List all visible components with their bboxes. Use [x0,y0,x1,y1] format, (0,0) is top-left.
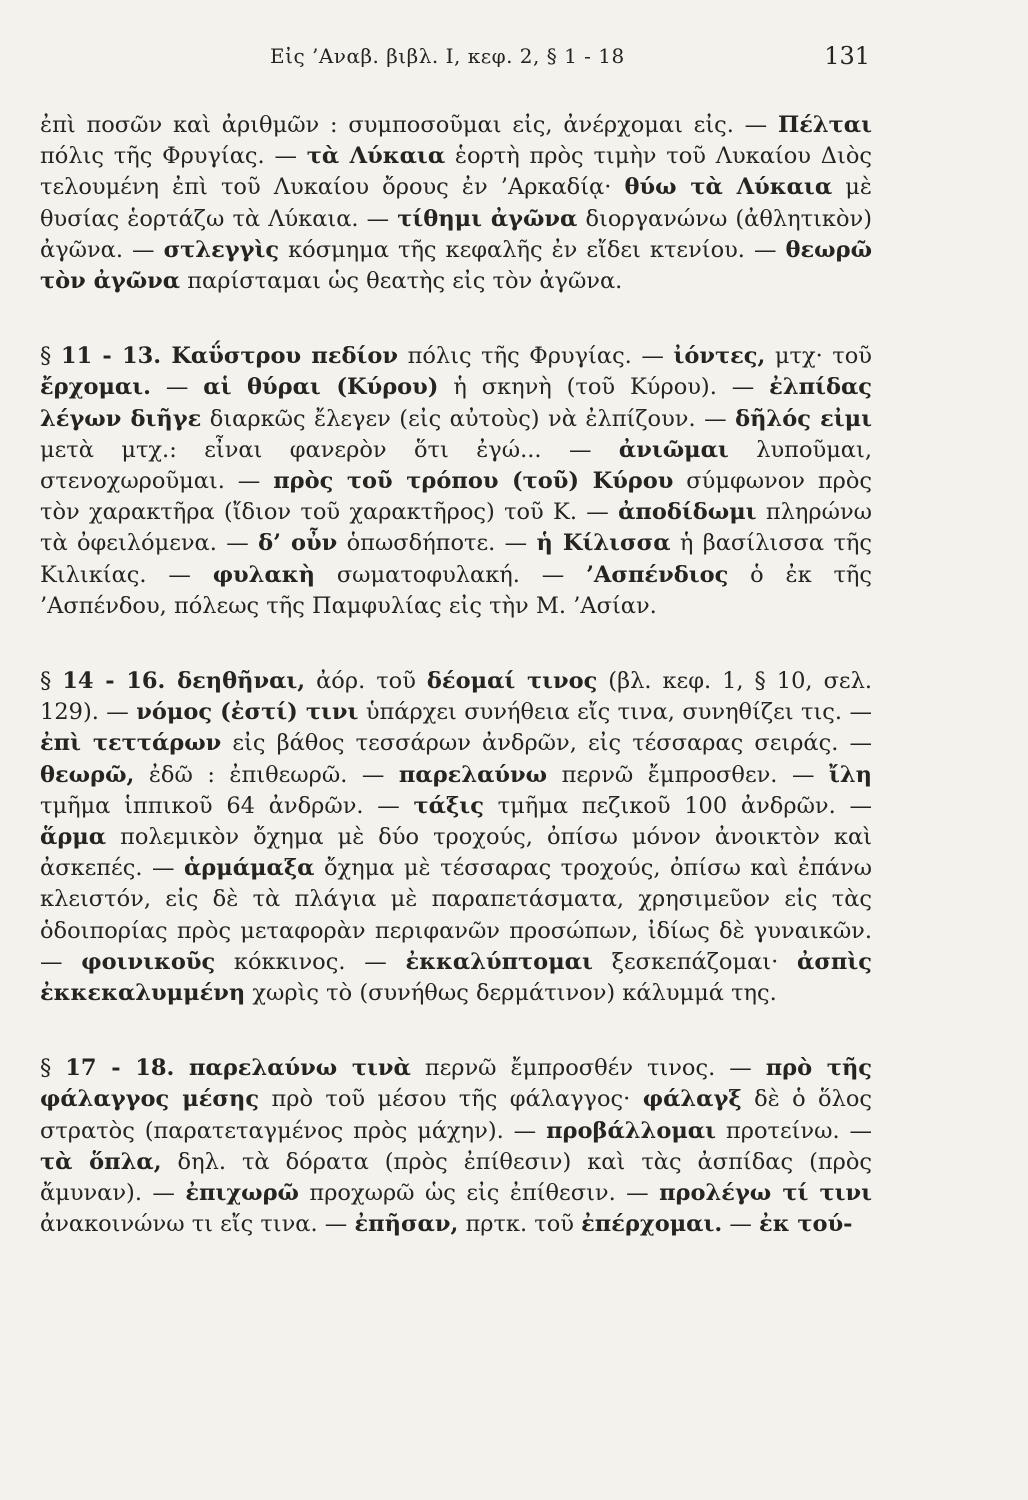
headword: ἀποδίδωμι [618,499,757,526]
headword: ἐλπίδας λέγων διῆγε [40,374,872,432]
headword: ἐκκαλύπτομαι [405,948,593,975]
gloss-text: μτχ· τοῦ [765,343,872,370]
headword: νόμος (ἐστί) τινι [136,699,359,726]
headword: θεωρῶ, [40,761,135,788]
gloss-text: § [40,1055,66,1082]
headword: θύω τὰ Λύκαια [624,174,833,201]
headword: προλέγω τί τινι [659,1180,872,1207]
gloss-text: εἰς βάθος τεσσάρων ἀνδρῶν, εἰς τέσσαρας σειράς. — [221,730,872,757]
gloss-text: δὲ ὁ ὅλος στρατὸς (παρατεταγμένος πρὸς μάχην). — [40,1086,873,1144]
headword: παρελαύνω [398,761,548,788]
gloss-text: λυποῦμαι, στενοχωροῦμαι. — [40,436,872,495]
gloss-text: — [722,1211,760,1238]
gloss-text: πρτκ. τοῦ [458,1211,582,1238]
gloss-text: κόκκινος. — [215,948,406,975]
gloss-text: μετὰ μτχ.: εἶναι φανερὸν ὅτι ἐγώ... — [40,436,619,463]
headword: τὰ ὅπλα, [40,1148,162,1175]
headword: ἡ Κίλισσα [536,530,671,557]
headword: αἱ θύραι (Κύρου) [203,374,439,401]
gloss-text: § [40,668,63,695]
gloss-text: ξεσκεπάζομαι· [592,948,798,975]
gloss-text: ὁπωσδήποτε. — [337,530,537,557]
gloss-text: διοργανώνω (ἀθλητικὸν) ἀγῶνα. — [40,205,872,263]
headword: τίθημι ἀγῶνα [397,205,578,232]
gloss-text: περνῶ ἔμπροσθεν. — [547,761,829,788]
headword: 14 - 16. δεηθῆναι, [62,668,306,695]
gloss-text: δηλ. τὰ δόρατα (πρὸς ἐπίθεσιν) καὶ τὰς ἀσπίδας (πρὸς ἄμυναν). — [40,1148,873,1207]
gloss-text: μὲ θυσίας ἑορτάζω τὰ Λύκαια. — [40,174,872,232]
gloss-text: διαρκῶς ἔλεγεν (εἰς αὐτοὺς) νὰ ἐλπίζουν. — [201,405,736,432]
gloss-text: ἐπὶ ποσῶν καὶ ἀριθμῶν : συμποσοῦμαι εἰς, ἀνέρχομαι εἰς. — [40,112,778,138]
headword: ἅρμα [40,824,107,851]
headword: φοινικοῦς [81,948,216,975]
headword: δέομαί τινος [426,668,598,695]
gloss-text: πληρώνω τὰ ὀφειλόμενα. — [40,499,873,557]
gloss-text: τμῆμα πεζικοῦ 100 ἀνδρῶν. — [483,792,872,819]
headword: ἀνιῶμαι [618,436,729,463]
headword: στλεγγὶς [163,236,280,263]
gloss-text: ἡ σκηνὴ (τοῦ Κύρου). — [438,374,770,401]
gloss-text: πρὸ τοῦ μέσου τῆς φάλαγγος· [259,1086,643,1113]
gloss-text: ἡ βασίλισσα τῆς Κιλικίας. — [40,530,872,588]
headword: δῆλός εἰμι [735,405,872,432]
paragraph-section-14-16 [40,666,872,1009]
headword: ἀσπὶς ἐκκεκαλυμμένη [40,948,872,1007]
headword: ἔρχομαι. [40,374,151,401]
gloss-text: τμῆμα ἱππικοῦ 64 ἀνδρῶν. — [40,792,414,819]
paragraph-section-17-18 [40,1053,872,1240]
headword: πρὸ τῆς φάλαγγος μέσης [40,1055,873,1113]
headword: ἰόντες, [673,343,766,370]
headword: ἐκ τού- [759,1211,853,1238]
gloss-text: σωματοφυλακή. — [315,561,587,588]
headword: τὰ Λύκαια [306,143,446,170]
headword: 17 - 18. παρελαύνω τινὰ [65,1055,411,1082]
running-head: Εἰς ’Αναβ. βιβλ. Ι, κεφ. 2, § 1 - 18 [270,44,625,68]
headword: πρὸς τοῦ τρόπου (τοῦ) Κύρου [273,468,674,495]
gloss-text: πόλις τῆς Φρυγίας. — [40,143,307,170]
gloss-text: ὑπάρχει συνήθεια εἴς τινα, συνηθίζει τις. — [358,699,872,726]
headword: φυλακὴ [212,561,315,588]
gloss-text: προχωρῶ ὡς εἰς ἐπίθεσιν. — [298,1180,660,1207]
headword: φάλαγξ [642,1086,742,1113]
headword: τάξις [413,792,484,819]
paragraph-section-11-13 [40,341,872,622]
paragraph-intro [40,110,872,297]
headword: ἐπέρχομαι. [581,1211,723,1238]
headword: ἐπὶ τεττάρων [40,730,222,757]
headword: ἁρμάμαξα [183,855,315,882]
gloss-text: ὁ ἐκ τῆς ’Ασπένδου, πόλεως τῆς Παμφυλίας εἰς τὴν Μ. ’Ασίαν. [40,561,873,619]
gloss-text: ἑορτὴ πρὸς τιμὴν τοῦ Λυκαίου Διὸς τελουμένη ἐπὶ τοῦ Λυκαίου ὄρους ἐν ’Αρκαδίᾳ· [40,143,872,201]
page-header [40,44,870,84]
headword: ἐπῆσαν, [354,1211,459,1238]
headword: δ’ οὖν [258,530,338,557]
gloss-text: § [40,343,61,370]
headword: ’Ασπένδιος [586,561,729,588]
headword: προβάλλομαι [546,1117,717,1144]
gloss-text: παρίσταμαι ὡς θεατὴς εἰς τὸν ἀγῶνα. [180,268,623,295]
gloss-text: πόλις τῆς Φρυγίας. — [398,343,674,370]
gloss-text: χωρὶς τὸ (συνήθως δερμάτινον) κάλυμμά της. [245,980,777,1007]
gloss-text: (βλ. κεφ. 1, § 10, σελ. 129). — [40,668,873,726]
headword: Πέλται [777,112,872,138]
gloss-text: σύμφωνον πρὸς τὸν χαρακτῆρα (ἴδιον τοῦ χαρακτῆρος) τοῦ Κ. — [40,468,872,526]
gloss-text: ἀόρ. τοῦ [305,668,427,695]
headword: 11 - 13. Καΰστρου πεδίον [60,343,399,370]
gloss-text: — [150,374,204,401]
gloss-text: περνῶ ἔμπροσθέν τινος. — [410,1055,766,1082]
commentary-text [40,110,872,1241]
gloss-text: πολεμικὸν ὄχημα μὲ δύο τροχούς, ὀπίσω μόνον ἀνοικτὸν καὶ ἀσκεπές. — [40,824,872,882]
gloss-text: ὄχημα μὲ τέσσαρας τροχούς, ὀπίσω καὶ ἐπάνω κλειστόν, εἰς δὲ τὰ πλάγια μὲ παραπετάσματα, χρησιμεῦον εἰς τὰς ὁδοιπορίας πρὸς μεταφορὰν περιφανῶν προσώπων, ἰδίως δὲ γυναικῶν. — [40,855,872,975]
gloss-text: προτείνω. — [716,1117,873,1144]
gloss-text: κόσμημα τῆς κεφαλῆς ἐν εἴδει κτενίου. — [279,236,786,263]
page-number: 131 [824,42,870,70]
gloss-text: ἐδῶ : ἐπιθεωρῶ. — [134,761,399,788]
headword: ἴλη [828,761,872,788]
headword: ἐπιχωρῶ [185,1180,299,1207]
headword: θεωρῶ τὸν ἀγῶνα [40,236,872,295]
gloss-text: ἀνακοινώνω τι εἴς τινα. — [40,1211,355,1238]
